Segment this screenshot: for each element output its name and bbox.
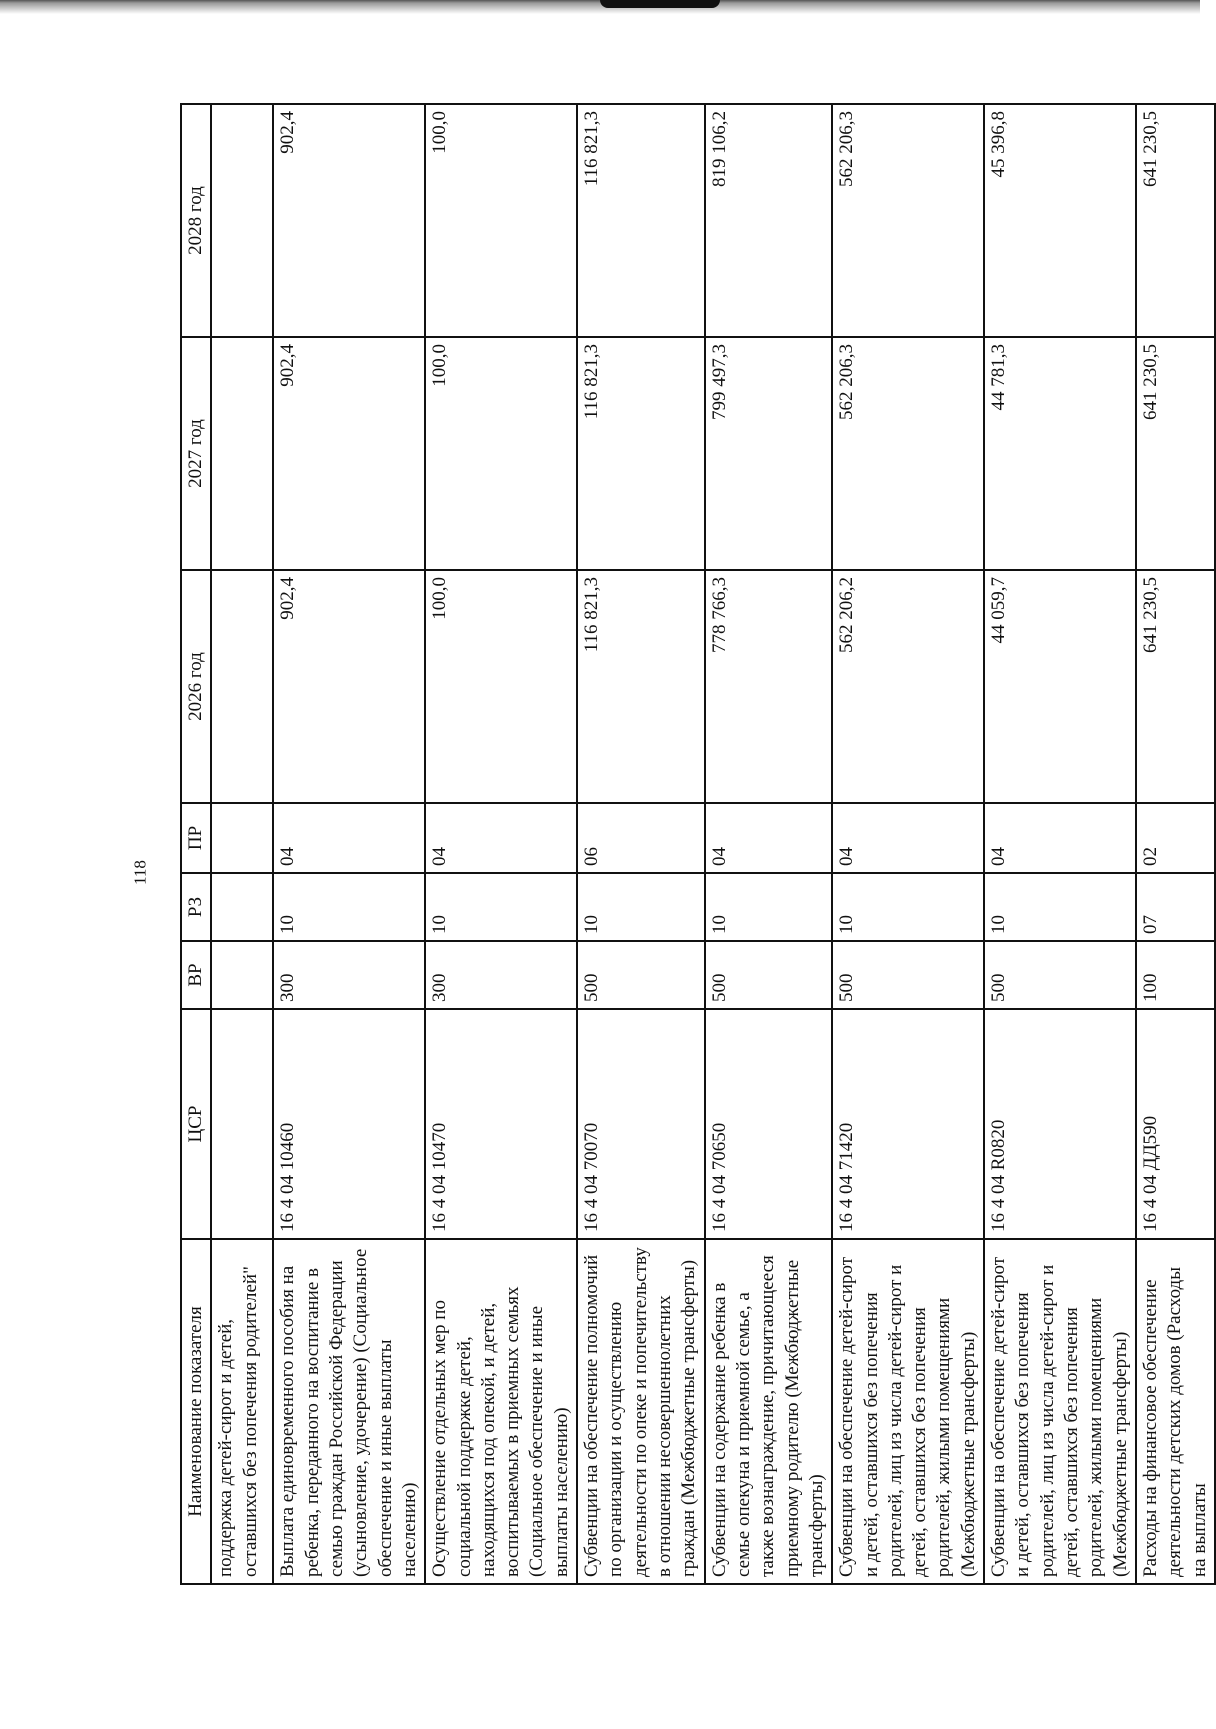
cell-2026: 116 821,3 — [577, 570, 705, 803]
cell-rz: 10 — [425, 873, 577, 941]
header-csr: ЦСР — [181, 1009, 211, 1239]
cell-2028: 902,4 — [273, 104, 425, 337]
cell-vr: 500 — [577, 941, 705, 1009]
cell-2027: 116 821,3 — [577, 337, 705, 570]
cell-rz: 10 — [984, 873, 1136, 941]
cell-vr: 300 — [425, 941, 577, 1009]
cell-rz: 10 — [577, 873, 705, 941]
page-number: 118 — [130, 860, 150, 885]
cell-name: Расходы на финансовое обеспечение деятельности детских домов (Расходы на выплаты — [1136, 1239, 1215, 1584]
cell-2027: 902,4 — [273, 337, 425, 570]
cell-csr: 16 4 04 71420 — [832, 1009, 984, 1239]
cell-pr: 04 — [425, 803, 577, 873]
cell-vr: 300 — [273, 941, 425, 1009]
cell-name: Субвенции на обеспечение детей-сирот и детей, оставшихся без попечения родителей, лиц из числа детей-сирот и детей, оставшихся без попечения родителей, жилыми помещениями (Межбюджетные трансферты) — [984, 1239, 1136, 1584]
table-row — [425, 104, 577, 1584]
cell-csr: 16 4 04 70650 — [705, 1009, 833, 1239]
cell-name: Выплата единовременного пособия на ребенка, переданного на воспитание в семью граждан Российской Федерации (усыновление, удочерение) (Социальное обеспечение и иные выплаты населению) — [273, 1239, 425, 1584]
cell-csr: 16 4 04 10470 — [425, 1009, 577, 1239]
cell-vr — [211, 941, 273, 1009]
cell-pr: 06 — [577, 803, 705, 873]
header-name: Наименование показателя — [181, 1239, 211, 1584]
header-rz: РЗ — [181, 873, 211, 941]
scan-binding-mark — [600, 0, 720, 8]
cell-name: Субвенции на обеспечение полномочий по организации и осуществлению деятельности по опеке и попечительству в отношении несовершеннолетних граждан (Межбюджетные трансферты) — [577, 1239, 705, 1584]
cell-vr: 500 — [705, 941, 833, 1009]
header-2028: 2028 год — [181, 104, 211, 337]
cell-vr: 500 — [984, 941, 1136, 1009]
cell-pr — [211, 803, 273, 873]
cell-2027: 100,0 — [425, 337, 577, 570]
cell-rz: 10 — [273, 873, 425, 941]
cell-2027 — [211, 337, 273, 570]
cell-2028: 45 396,8 — [984, 104, 1136, 337]
table-row — [577, 104, 705, 1584]
cell-pr: 04 — [273, 803, 425, 873]
cell-2026: 641 230,5 — [1136, 570, 1215, 803]
cell-pr: 04 — [705, 803, 833, 873]
cell-2026: 100,0 — [425, 570, 577, 803]
cell-rz: 10 — [705, 873, 833, 941]
cell-pr: 04 — [984, 803, 1136, 873]
cell-rz: 07 — [1136, 873, 1215, 941]
cell-2026: 778 766,3 — [705, 570, 833, 803]
budget-table — [180, 103, 1216, 1585]
cell-csr: 16 4 04 10460 — [273, 1009, 425, 1239]
cell-pr: 04 — [832, 803, 984, 873]
cell-2027: 641 230,5 — [1136, 337, 1215, 570]
cell-2028: 562 206,3 — [832, 104, 984, 337]
cell-rz: 10 — [832, 873, 984, 941]
table-row — [273, 104, 425, 1584]
cell-name: Осуществление отдельных мер по социальной поддержке детей, находящихся под опекой, и детей, воспитываемых в приемных семьях (Социальное обеспечение и иные выплаты населению) — [425, 1239, 577, 1584]
cell-2028 — [211, 104, 273, 337]
cell-csr: 16 4 04 R0820 — [984, 1009, 1136, 1239]
cell-csr: 16 4 04 70070 — [577, 1009, 705, 1239]
cell-2027: 799 497,3 — [705, 337, 833, 570]
cell-2028: 819 106,2 — [705, 104, 833, 337]
table-row — [705, 104, 833, 1584]
header-2026: 2026 год — [181, 570, 211, 803]
table-header-row — [181, 104, 211, 1584]
cell-csr — [211, 1009, 273, 1239]
table-row — [211, 104, 273, 1584]
cell-2027: 562 206,3 — [832, 337, 984, 570]
cell-2027: 44 781,3 — [984, 337, 1136, 570]
table-row — [984, 104, 1136, 1584]
cell-2028: 641 230,5 — [1136, 104, 1215, 337]
table-row — [832, 104, 984, 1584]
header-vr: ВР — [181, 941, 211, 1009]
cell-name: поддержка детей-сирот и детей, оставшихся без попечения родителей" — [211, 1239, 273, 1584]
cell-vr: 100 — [1136, 941, 1215, 1009]
table-row — [1136, 104, 1215, 1584]
cell-2028: 100,0 — [425, 104, 577, 337]
cell-vr: 500 — [832, 941, 984, 1009]
cell-2026: 902,4 — [273, 570, 425, 803]
cell-csr: 16 4 04 ДД590 — [1136, 1009, 1215, 1239]
cell-name: Субвенции на обеспечение детей-сирот и детей, оставшихся без попечения родителей, лиц из числа детей-сирот и детей, оставшихся без попечения родителей, жилыми помещениями (Межбюджетные трансферты) — [832, 1239, 984, 1584]
cell-2028: 116 821,3 — [577, 104, 705, 337]
cell-2026 — [211, 570, 273, 803]
cell-2026: 44 059,7 — [984, 570, 1136, 803]
cell-pr: 02 — [1136, 803, 1215, 873]
cell-2026: 562 206,2 — [832, 570, 984, 803]
cell-name: Субвенции на содержание ребенка в семье опекуна и приемной семье, а также вознаграждение, причитающееся приемному родителю (Межбюджетные трансферты) — [705, 1239, 833, 1584]
header-pr: ПР — [181, 803, 211, 873]
cell-rz — [211, 873, 273, 941]
header-2027: 2027 год — [181, 337, 211, 570]
rotated-table-container — [180, 105, 1210, 1585]
